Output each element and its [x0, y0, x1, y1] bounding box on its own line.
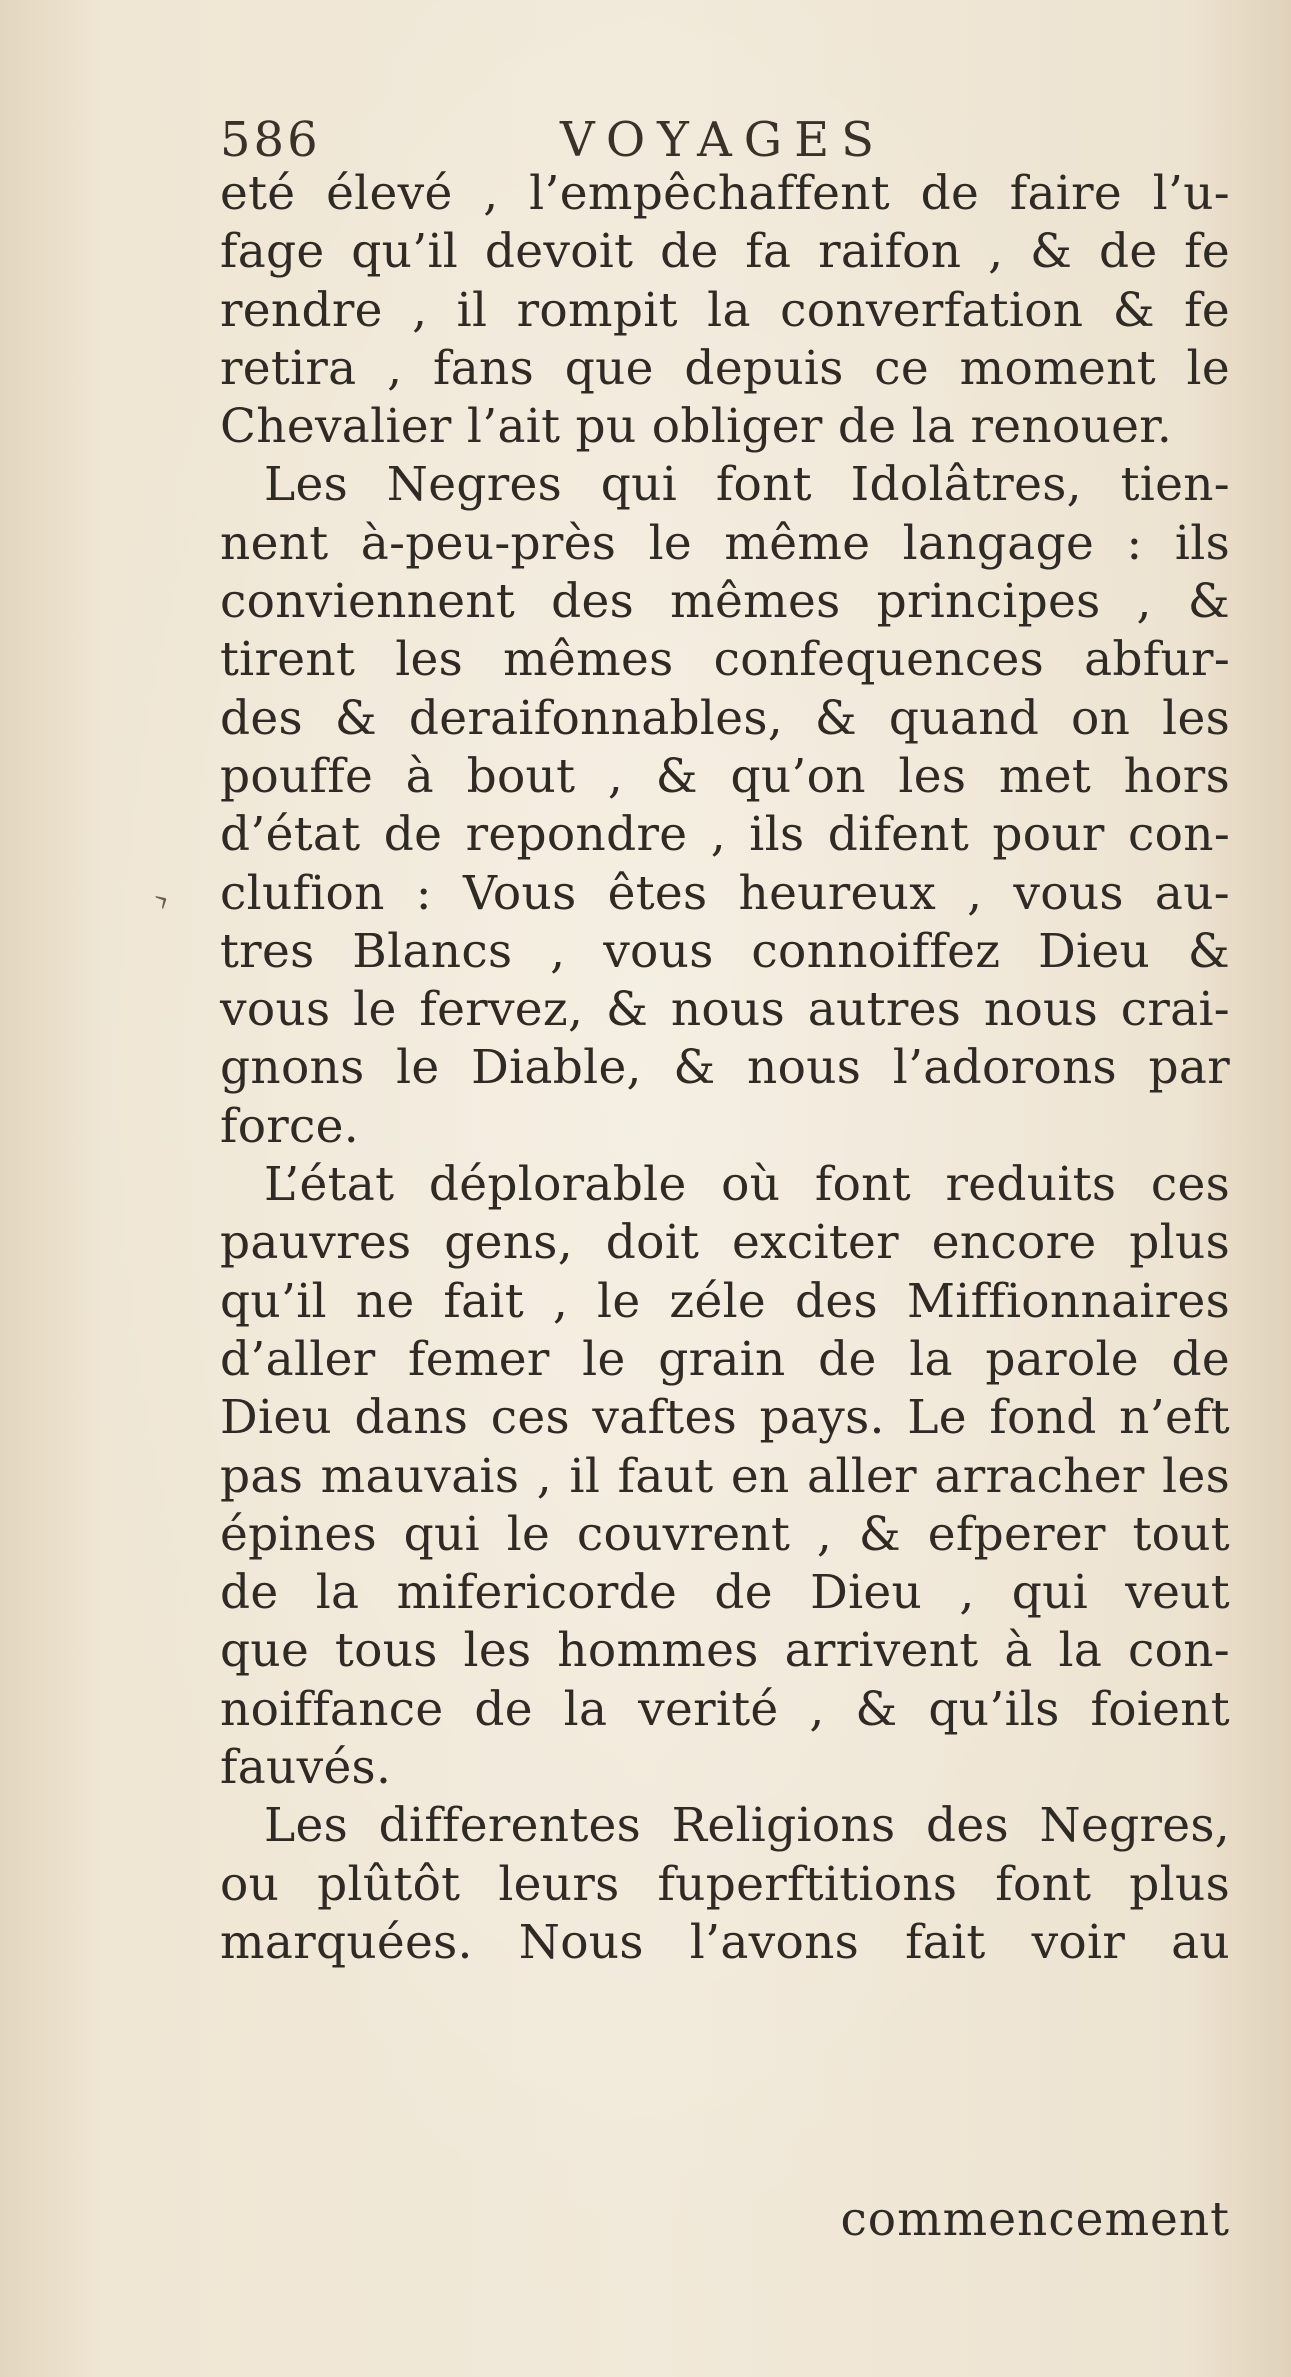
- text-line: des & deraifonnables, & quand on les: [220, 690, 1230, 746]
- text-line: d’état de repondre , ils difent pour con-: [220, 807, 1230, 863]
- text-line: Dieu dans ces vaftes pays. Le fond n’eft: [220, 1390, 1230, 1446]
- text-line: eté élevé , l’empêchaffent de faire l’u-: [220, 166, 1230, 221]
- text-line: rendre , il rompit la converfation & fe: [220, 282, 1230, 338]
- text-line: marquées. Nous l’avons fait voir au: [220, 1914, 1230, 1970]
- catchword: commencement: [840, 2192, 1230, 2247]
- text-line: Les differentes Religions des Negres,: [264, 1798, 1230, 1854]
- margin-mark: ›: [145, 879, 178, 921]
- text-line: clufion : Vous êtes heureux , vous au-: [220, 865, 1230, 921]
- running-head: VOYAGES: [560, 112, 887, 168]
- text-line: tres Blancs , vous connoiffez Dieu &: [220, 923, 1230, 979]
- text-line: vous le fervez, & nous autres nous crai-: [220, 982, 1230, 1038]
- text-line: ou plûtôt leurs fuperftitions font plus: [220, 1856, 1230, 1912]
- text-line: Les Negres qui font Idolâtres, tien-: [264, 457, 1230, 513]
- text-line: L’état déplorable où font reduits ces: [264, 1157, 1230, 1213]
- text-line: pouffe à bout , & qu’on les met hors: [220, 748, 1230, 804]
- text-line: que tous les hommes arrivent à la con-: [220, 1623, 1230, 1679]
- text-line: noiffance de la verité , & qu’ils foient: [220, 1681, 1230, 1737]
- text-line: épines qui le couvrent , & efperer tout: [220, 1506, 1230, 1562]
- text-line: de la mifericorde de Dieu , qui veut: [220, 1565, 1230, 1621]
- text-line: fauvés.: [220, 1740, 392, 1796]
- text-line: force.: [220, 1098, 360, 1154]
- text-line: d’aller femer le grain de la parole de: [220, 1331, 1230, 1387]
- text-line: Chevalier l’ait pu obliger de la renouer.: [220, 399, 1173, 455]
- text-line: tirent les mêmes confequences abfur-: [220, 632, 1230, 688]
- text-line: pas mauvais , il faut en aller arracher les: [220, 1448, 1230, 1504]
- text-line: fage qu’il devoit de fa raifon , & de fe: [220, 224, 1230, 280]
- text-line: gnons le Diable, & nous l’adorons par: [220, 1040, 1230, 1096]
- text-line: pauvres gens, doit exciter encore plus: [220, 1215, 1230, 1271]
- text-line: conviennent des mêmes principes , &: [220, 574, 1230, 630]
- text-line: retira , fans que depuis ce moment le: [220, 340, 1230, 396]
- body-text: [220, 165, 1230, 1972]
- page-number: 586: [220, 112, 321, 168]
- text-line: qu’il ne fait , le zéle des Miffionnaires: [220, 1273, 1230, 1329]
- text-line: nent à-peu-près le même langage : ils: [220, 515, 1230, 571]
